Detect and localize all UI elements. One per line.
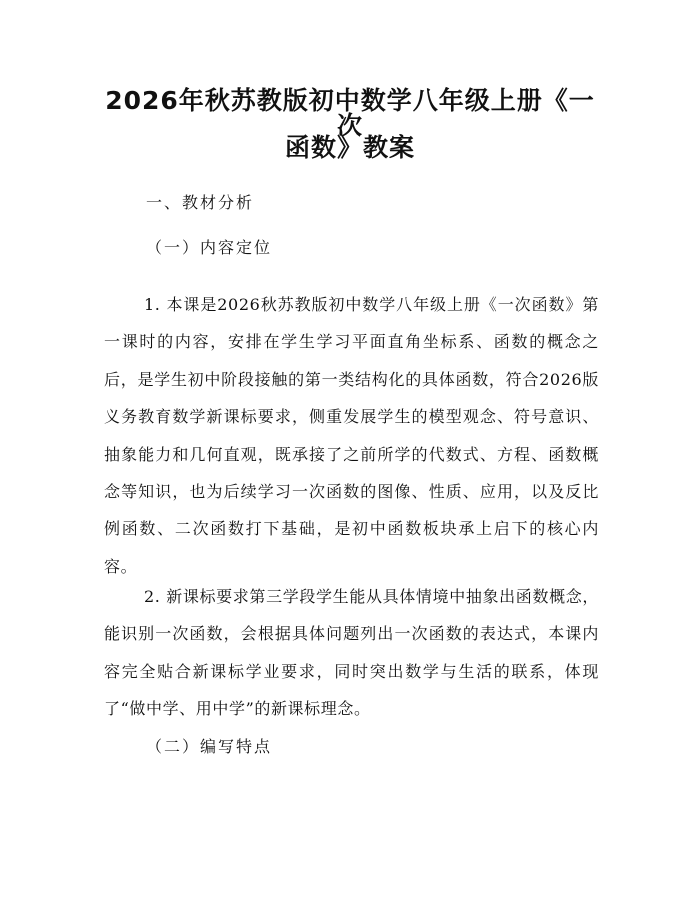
document-title-line-2: 函数》教案 <box>284 133 415 162</box>
subsection-heading-content-positioning: （一）内容定位 <box>146 238 273 257</box>
document-title-line-1: 2026年秋苏教版初中数学八年级上册《一次 <box>105 86 595 140</box>
subsection-heading-writing-features: （二）编写特点 <box>146 737 273 756</box>
section-heading-teaching-material-analysis: 一、教材分析 <box>146 193 255 212</box>
paragraph-1: 1. 本课是2026秋苏教版初中数学八年级上册《一次函数》第一课时的内容，安排在学生学习平面直角坐标系、函数的概念之后，是学生初中阶段接触的第一类结构化的具体函数，符合2026版义务教育数学新课标要求，侧重发展学生的模型观念、符号意识、抽象能力和几何直观，既承接了之前所学的代数式、方程、函数概念等知识，也为后续学习一次函数的图像、性质、应用，以及反比例函数、二次函数打下基础，是初中函数板块承上启下的核心内容。 <box>104 295 599 576</box>
paragraph-2: 2. 新课标要求第三学段学生能从具体情境中抽象出函数概念，能识别一次函数，会根据具体问题列出一次函数的表达式，本课内容完全贴合新课标学业要求，同时突出数学与生活的联系，体现了“做中学、用中学”的新课标理念。 <box>104 587 599 719</box>
